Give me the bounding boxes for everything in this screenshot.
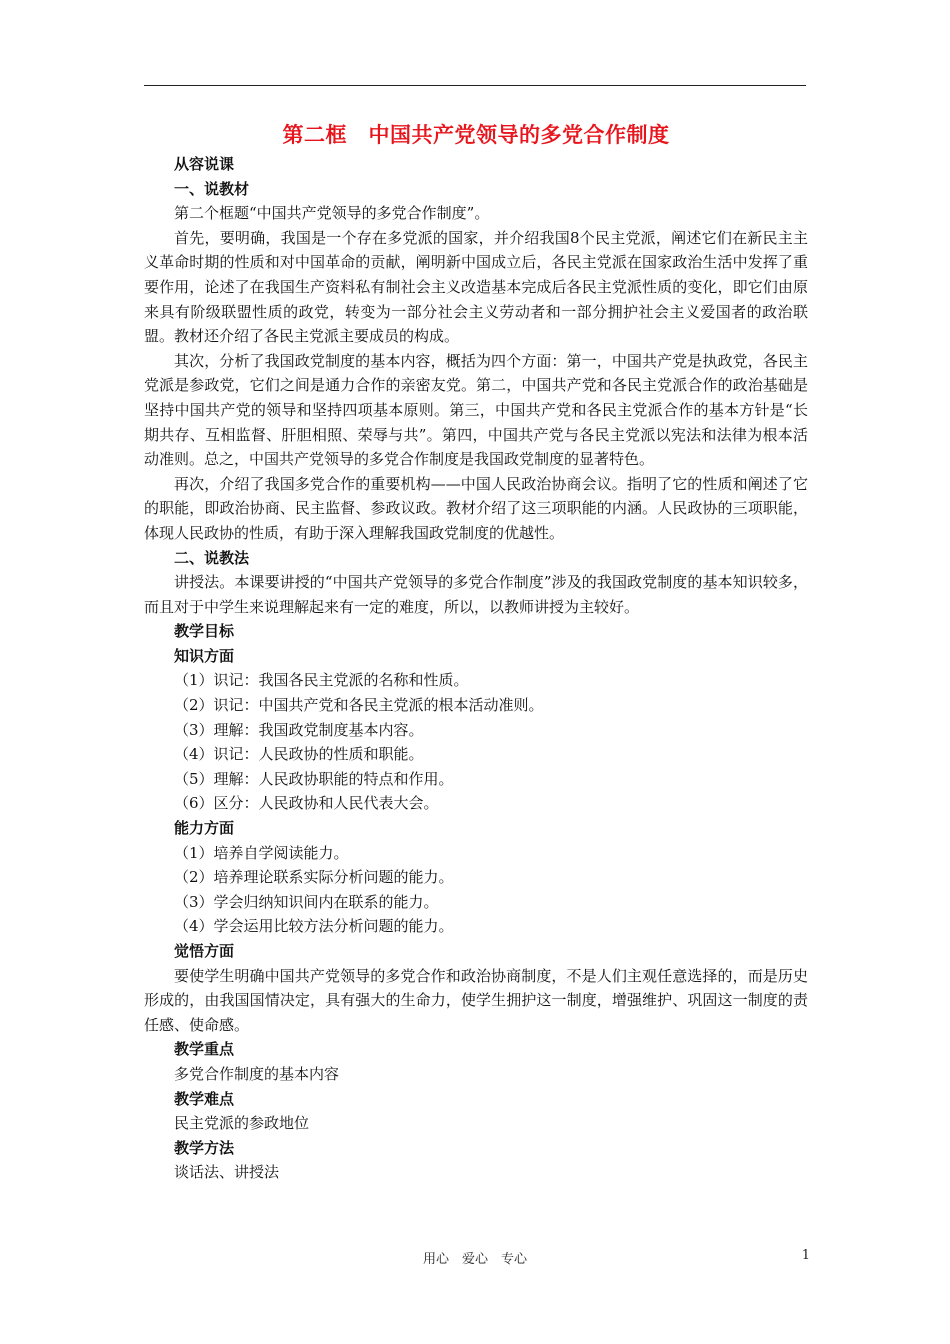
- list-item: （5）理解：人民政协职能的特点和作用。: [174, 769, 454, 788]
- document-title: 第二框 中国共产党领导的多党合作制度: [282, 123, 670, 147]
- method-heading: 教学方法: [174, 1138, 235, 1157]
- footer-motto: 用心 爱心 专心: [422, 1252, 527, 1267]
- section-main-heading: 从容说课: [174, 155, 235, 173]
- method-text: 谈话法、讲授法: [174, 1163, 280, 1182]
- section-2-heading: 二、说教法: [174, 548, 250, 567]
- list-item: （3）理解：我国政党制度基本内容。: [174, 720, 424, 739]
- list-item: （2）识记：中国共产党和各民主党派的根本活动准则。: [174, 696, 544, 715]
- header-rule: [144, 85, 806, 86]
- list-item: （4）识记：人民政协的性质和职能。: [174, 745, 424, 764]
- list-item: （1）识记：我国各民主党派的名称和性质。: [174, 671, 469, 690]
- key-point-text: 多党合作制度的基本内容: [174, 1064, 340, 1083]
- difficulty-heading: 教学难点: [174, 1089, 235, 1108]
- knowledge-heading: 知识方面: [174, 646, 235, 665]
- paragraph: 讲授法。本课要讲授的“中国共产党领导的多党合作制度”涉及的我国政党制度的基本知识较多，而且对于中学生来说理解起来有一定的难度，所以，以教师讲授为主较好。: [144, 573, 808, 616]
- page-number: 1: [801, 1248, 810, 1263]
- goals-heading: 教学目标: [174, 622, 235, 641]
- paragraph: 再次，介绍了我国多党合作的重要机构——中国人民政治协商会议。指明了它的性质和阐述了它的职能，即政治协商、民主监督、参政议政。教材介绍了这三项职能的内涵。人民政协的三项职能，体现人民政协的性质，有助于深入理解我国政党制度的优越性。: [144, 474, 808, 542]
- document-body: [144, 120, 808, 1185]
- ability-heading: 能力方面: [174, 819, 235, 838]
- paragraph: 要使学生明确中国共产党领导的多党合作和政治协商制度，不是人们主观任意选择的，而是历史形成的，由我国国情决定，具有强大的生命力，使学生拥护这一制度，增强维护、巩固这一制度的责任感、使命感。: [144, 966, 808, 1034]
- awareness-heading: 觉悟方面: [174, 942, 235, 960]
- paragraph: 首先，要明确，我国是一个存在多党派的国家，并介绍我国8个民主党派，阐述它们在新民主主义革命时期的性质和对中国革命的贡献，阐明新中国成立后，各民主党派在国家政治生活中发挥了重要作用，论述了在我国生产资料私有制社会主义改造基本完成后各民主党派性质的变化，即它们由原来具有阶级联盟性质的政党，转变为一部分社会主义劳动者和一部分拥护社会主义爱国者的政治联盟。教材还介绍了各民主党派主要成员的构成。: [144, 228, 808, 346]
- list-item: （1）培养自学阅读能力。: [174, 843, 349, 862]
- key-point-heading: 教学重点: [174, 1040, 235, 1059]
- list-item: （3）学会归纳知识间内在联系的能力。: [174, 892, 439, 911]
- section-1-heading: 一、说教材: [174, 179, 250, 198]
- list-item: （4）学会运用比较方法分析问题的能力。: [174, 917, 454, 936]
- list-item: （2）培养理论联系实际分析问题的能力。: [174, 868, 454, 887]
- paragraph: 第二个框题“中国共产党领导的多党合作制度”。: [174, 204, 490, 223]
- list-item: （6）区分：人民政协和人民代表大会。: [174, 794, 439, 813]
- difficulty-text: 民主党派的参政地位: [174, 1114, 310, 1133]
- paragraph: 其次，分析了我国政党制度的基本内容，概括为四个方面：第一，中国共产党是执政党，各民主党派是参政党，它们之间是通力合作的亲密友党。第二，中国共产党和各民主党派合作的政治基础是坚持中国共产党的领导和坚持四项基本原则。第三，中国共产党和各民主党派合作的基本方针是“长期共存、互相监督、肝胆相照、荣辱与共”。第四，中国共产党与各民主党派以宪法和法律为根本活动准则。总之，中国共产党领导的多党合作制度是我国政党制度的显著特色。: [144, 351, 808, 469]
